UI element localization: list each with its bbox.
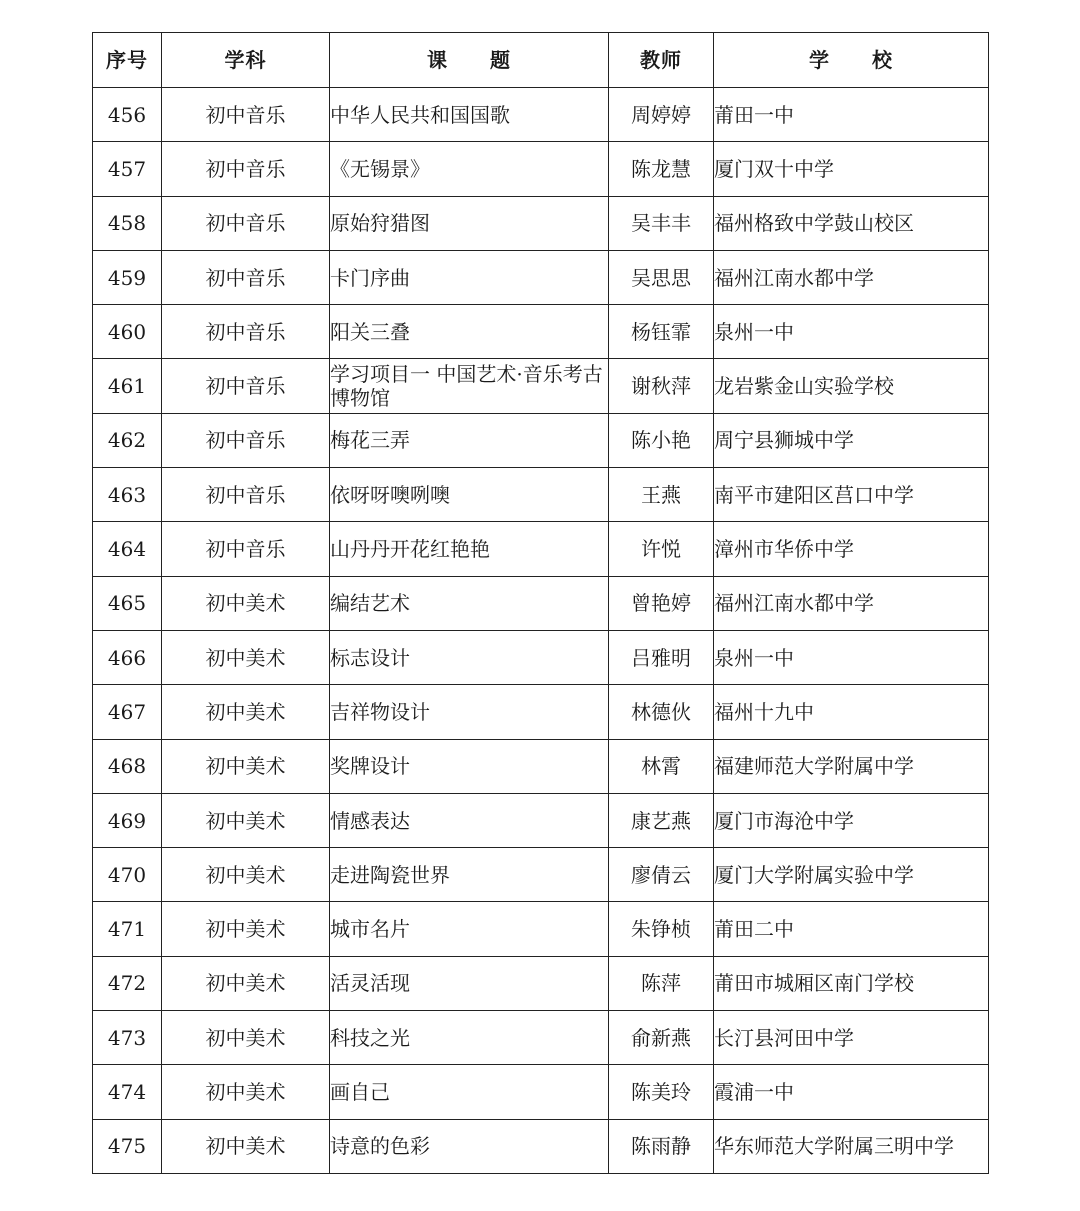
row-topic: 诗意的色彩 — [330, 1119, 609, 1173]
row-subject: 初中美术 — [162, 1065, 330, 1119]
row-topic: 奖牌设计 — [330, 739, 609, 793]
row-number: 471 — [93, 902, 162, 956]
row-topic: 中华人民共和国国歌 — [330, 88, 609, 142]
row-teacher: 曾艳婷 — [609, 576, 714, 630]
row-topic: 《无锡景》 — [330, 142, 609, 196]
row-teacher: 吴思思 — [609, 250, 714, 304]
table-row — [93, 576, 989, 630]
row-subject: 初中美术 — [162, 902, 330, 956]
row-number: 474 — [93, 1065, 162, 1119]
table-body — [93, 88, 989, 1174]
row-topic: 标志设计 — [330, 630, 609, 684]
row-school: 霞浦一中 — [714, 1065, 989, 1119]
row-number: 470 — [93, 848, 162, 902]
row-school: 龙岩紫金山实验学校 — [714, 359, 989, 413]
row-school: 莆田二中 — [714, 902, 989, 956]
row-topic: 山丹丹开花红艳艳 — [330, 522, 609, 576]
row-teacher: 林德伙 — [609, 685, 714, 739]
table-row — [93, 1011, 989, 1065]
row-topic: 活灵活现 — [330, 956, 609, 1010]
table-row — [93, 956, 989, 1010]
row-school: 泉州一中 — [714, 630, 989, 684]
row-subject: 初中美术 — [162, 630, 330, 684]
row-school: 厦门双十中学 — [714, 142, 989, 196]
row-teacher: 陈美玲 — [609, 1065, 714, 1119]
row-subject: 初中美术 — [162, 956, 330, 1010]
table-row — [93, 739, 989, 793]
row-school: 莆田一中 — [714, 88, 989, 142]
row-subject: 初中音乐 — [162, 305, 330, 359]
row-number: 472 — [93, 956, 162, 1010]
row-teacher: 吕雅明 — [609, 630, 714, 684]
row-subject: 初中音乐 — [162, 142, 330, 196]
table-header — [93, 33, 989, 88]
row-teacher: 陈小艳 — [609, 413, 714, 467]
row-number: 468 — [93, 739, 162, 793]
lesson-roster-table — [92, 32, 989, 1174]
row-school: 长汀县河田中学 — [714, 1011, 989, 1065]
row-topic: 阳关三叠 — [330, 305, 609, 359]
row-teacher: 陈龙慧 — [609, 142, 714, 196]
table-row — [93, 413, 989, 467]
row-topic: 原始狩猎图 — [330, 196, 609, 250]
row-topic: 情感表达 — [330, 793, 609, 847]
row-number: 462 — [93, 413, 162, 467]
row-teacher: 王燕 — [609, 468, 714, 522]
row-topic: 依呀呀噢咧噢 — [330, 468, 609, 522]
row-teacher: 朱铮桢 — [609, 902, 714, 956]
row-number: 459 — [93, 250, 162, 304]
row-teacher: 康艺燕 — [609, 793, 714, 847]
row-number: 475 — [93, 1119, 162, 1173]
row-subject: 初中音乐 — [162, 413, 330, 467]
row-topic: 城市名片 — [330, 902, 609, 956]
table-row — [93, 848, 989, 902]
row-teacher: 周婷婷 — [609, 88, 714, 142]
row-subject: 初中美术 — [162, 793, 330, 847]
table-row — [93, 88, 989, 142]
row-subject: 初中音乐 — [162, 250, 330, 304]
row-number: 464 — [93, 522, 162, 576]
header-row — [93, 33, 989, 88]
row-subject: 初中音乐 — [162, 468, 330, 522]
table-row — [93, 142, 989, 196]
row-topic: 科技之光 — [330, 1011, 609, 1065]
row-number: 460 — [93, 305, 162, 359]
row-teacher: 陈雨静 — [609, 1119, 714, 1173]
table-row — [93, 1065, 989, 1119]
table-row — [93, 793, 989, 847]
row-topic: 学习项目一 中国艺术·音乐考古博物馆 — [330, 359, 609, 413]
row-school: 福州十九中 — [714, 685, 989, 739]
row-school: 厦门市海沧中学 — [714, 793, 989, 847]
row-number: 469 — [93, 793, 162, 847]
row-number: 463 — [93, 468, 162, 522]
row-subject: 初中音乐 — [162, 522, 330, 576]
row-teacher: 许悦 — [609, 522, 714, 576]
row-topic: 编结艺术 — [330, 576, 609, 630]
row-topic: 画自己 — [330, 1065, 609, 1119]
row-school: 莆田市城厢区南门学校 — [714, 956, 989, 1010]
row-school: 泉州一中 — [714, 305, 989, 359]
row-teacher: 杨钰霏 — [609, 305, 714, 359]
table-row — [93, 522, 989, 576]
row-school: 南平市建阳区莒口中学 — [714, 468, 989, 522]
row-school: 福州格致中学鼓山校区 — [714, 196, 989, 250]
row-number: 458 — [93, 196, 162, 250]
row-number: 465 — [93, 576, 162, 630]
row-subject: 初中美术 — [162, 739, 330, 793]
row-school: 福建师范大学附属中学 — [714, 739, 989, 793]
row-subject: 初中美术 — [162, 1011, 330, 1065]
row-topic: 梅花三弄 — [330, 413, 609, 467]
header-teacher: 教师 — [609, 33, 714, 88]
row-teacher: 谢秋萍 — [609, 359, 714, 413]
row-subject: 初中美术 — [162, 1119, 330, 1173]
row-number: 461 — [93, 359, 162, 413]
row-subject: 初中音乐 — [162, 359, 330, 413]
header-school: 学 校 — [714, 33, 989, 88]
table-row — [93, 902, 989, 956]
table-row — [93, 359, 989, 413]
row-subject: 初中音乐 — [162, 196, 330, 250]
row-school: 福州江南水都中学 — [714, 250, 989, 304]
row-school: 厦门大学附属实验中学 — [714, 848, 989, 902]
table-row — [93, 685, 989, 739]
row-topic: 卡门序曲 — [330, 250, 609, 304]
row-topic: 吉祥物设计 — [330, 685, 609, 739]
row-number: 457 — [93, 142, 162, 196]
row-subject: 初中美术 — [162, 685, 330, 739]
header-subject: 学科 — [162, 33, 330, 88]
table-row — [93, 468, 989, 522]
row-school: 周宁县狮城中学 — [714, 413, 989, 467]
table-row — [93, 630, 989, 684]
table-row — [93, 305, 989, 359]
row-topic: 走进陶瓷世界 — [330, 848, 609, 902]
table-row — [93, 196, 989, 250]
row-school: 福州江南水都中学 — [714, 576, 989, 630]
row-school: 华东师范大学附属三明中学 — [714, 1119, 989, 1173]
row-subject: 初中美术 — [162, 576, 330, 630]
row-school: 漳州市华侨中学 — [714, 522, 989, 576]
row-subject: 初中美术 — [162, 848, 330, 902]
header-topic: 课 题 — [330, 33, 609, 88]
row-number: 466 — [93, 630, 162, 684]
row-subject: 初中音乐 — [162, 88, 330, 142]
row-number: 467 — [93, 685, 162, 739]
row-teacher: 陈萍 — [609, 956, 714, 1010]
table-row — [93, 1119, 989, 1173]
row-teacher: 廖倩云 — [609, 848, 714, 902]
row-number: 456 — [93, 88, 162, 142]
row-number: 473 — [93, 1011, 162, 1065]
row-teacher: 俞新燕 — [609, 1011, 714, 1065]
header-number: 序号 — [93, 33, 162, 88]
table-row — [93, 250, 989, 304]
row-teacher: 林霄 — [609, 739, 714, 793]
row-teacher: 吴丰丰 — [609, 196, 714, 250]
